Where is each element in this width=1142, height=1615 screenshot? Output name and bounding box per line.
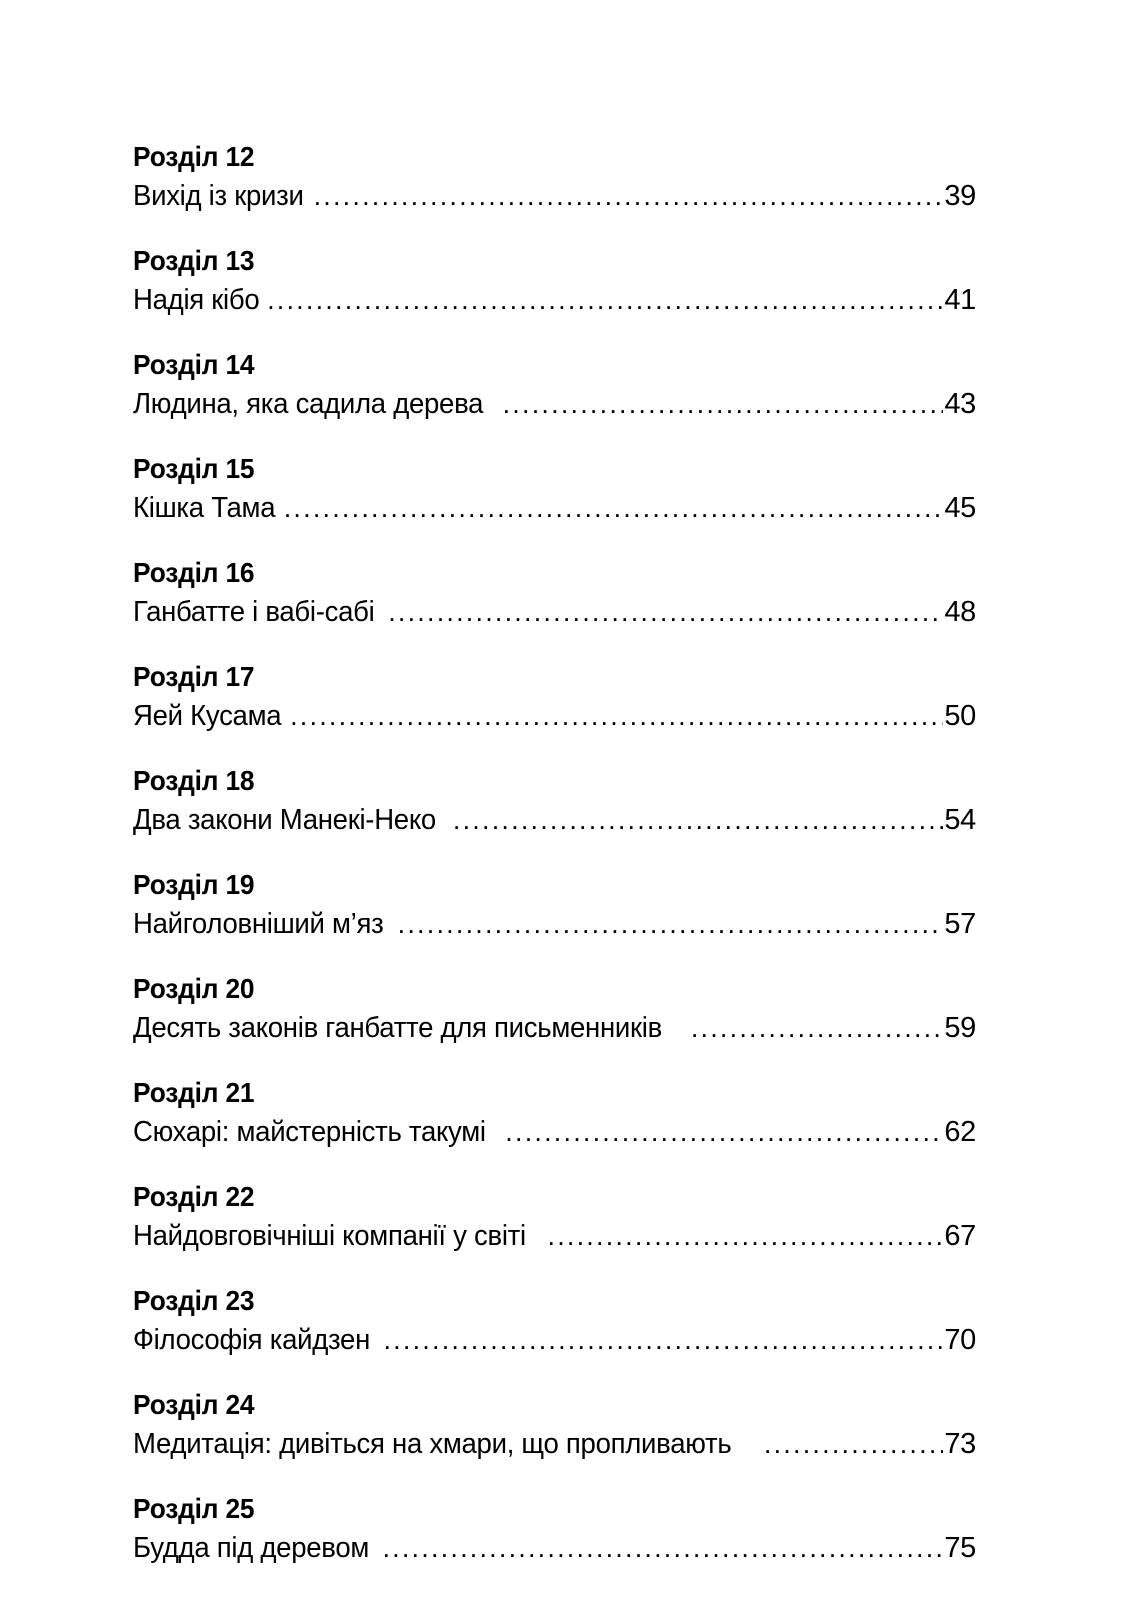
chapter-title: Медитація: дивіться на хмари, що пропливають bbox=[133, 1428, 732, 1460]
toc-entry bbox=[133, 1490, 976, 1568]
chapter-label: Розділ 13 bbox=[133, 245, 255, 276]
toc-entry bbox=[133, 242, 976, 320]
dot-leader bbox=[267, 280, 943, 320]
chapter-title-row bbox=[133, 592, 976, 632]
dot-leader bbox=[290, 696, 943, 736]
toc-entry bbox=[133, 970, 976, 1048]
chapter-title-row bbox=[133, 1424, 976, 1464]
toc-entry bbox=[133, 658, 976, 736]
dot-leader bbox=[388, 592, 943, 632]
chapter-label: Розділ 24 bbox=[133, 1389, 255, 1420]
chapter-title-row bbox=[133, 904, 976, 944]
chapter-label: Розділ 23 bbox=[133, 1285, 255, 1316]
chapter-title-row bbox=[133, 176, 976, 216]
chapter-title: Вихід із кризи bbox=[133, 180, 304, 212]
chapter-label: Розділ 17 bbox=[133, 661, 255, 692]
toc-entry bbox=[133, 554, 976, 632]
page-number: 75 bbox=[944, 1532, 976, 1564]
page-number: 50 bbox=[944, 700, 976, 732]
chapter-title: Ганбатте і вабі-сабі bbox=[133, 596, 375, 628]
chapter-label: Розділ 22 bbox=[133, 1181, 255, 1212]
page-number: 62 bbox=[944, 1116, 976, 1148]
chapter-label: Розділ 25 bbox=[133, 1493, 255, 1524]
chapter-title-row bbox=[133, 1528, 976, 1568]
dot-leader bbox=[505, 1112, 943, 1152]
page-number: 39 bbox=[944, 180, 976, 212]
page-number: 67 bbox=[944, 1220, 976, 1252]
chapter-label: Розділ 20 bbox=[133, 973, 255, 1004]
page-number: 45 bbox=[944, 492, 976, 524]
chapter-title-row bbox=[133, 384, 976, 424]
chapter-title: Будда під деревом bbox=[133, 1532, 370, 1564]
page-number: 73 bbox=[944, 1428, 976, 1460]
chapter-title: Десять законів ганбатте для письменників bbox=[133, 1012, 662, 1044]
toc-entry bbox=[133, 1074, 976, 1152]
toc-entry bbox=[133, 346, 976, 424]
chapter-title: Людина, яка садила дерева bbox=[133, 388, 484, 420]
chapter-title: Два закони Манекі-Неко bbox=[133, 804, 436, 836]
toc-entry bbox=[133, 866, 976, 944]
chapter-label: Розділ 12 bbox=[133, 141, 255, 172]
chapter-title-row bbox=[133, 1320, 976, 1360]
chapter-label: Розділ 21 bbox=[133, 1077, 255, 1108]
toc-entry bbox=[133, 1282, 976, 1360]
chapter-label: Розділ 19 bbox=[133, 869, 255, 900]
chapter-label: Розділ 14 bbox=[133, 349, 255, 380]
toc-entry bbox=[133, 1178, 976, 1256]
page-number: 41 bbox=[944, 284, 976, 316]
dot-leader bbox=[764, 1424, 943, 1464]
dot-leader bbox=[548, 1216, 944, 1256]
toc-entry bbox=[133, 450, 976, 528]
chapter-title: Кішка Тама bbox=[133, 492, 276, 524]
dot-leader bbox=[398, 904, 944, 944]
chapter-title: Найголовніший м’яз bbox=[133, 908, 384, 940]
toc-entry bbox=[133, 1386, 976, 1464]
table-of-contents bbox=[133, 138, 976, 1568]
page-number: 70 bbox=[944, 1324, 976, 1356]
chapter-title-row bbox=[133, 280, 976, 320]
dot-leader bbox=[503, 384, 944, 424]
page-number: 54 bbox=[944, 804, 976, 836]
page-number: 43 bbox=[944, 388, 976, 420]
chapter-title: Філософія кайдзен bbox=[133, 1324, 371, 1356]
dot-leader bbox=[453, 800, 943, 840]
dot-leader bbox=[284, 488, 944, 528]
chapter-title-row bbox=[133, 696, 976, 736]
chapter-title: Надія кібо bbox=[133, 284, 260, 316]
chapter-title: Яей Кусама bbox=[133, 700, 282, 732]
chapter-label: Розділ 18 bbox=[133, 765, 255, 796]
chapter-label: Розділ 15 bbox=[133, 453, 255, 484]
toc-entry bbox=[133, 138, 976, 216]
dot-leader bbox=[314, 176, 944, 216]
dot-leader bbox=[383, 1320, 943, 1360]
chapter-title-row bbox=[133, 1008, 976, 1048]
chapter-title-row bbox=[133, 488, 976, 528]
chapter-title: Найдовговічніші компанії у світі bbox=[133, 1220, 526, 1252]
page-number: 59 bbox=[944, 1012, 976, 1044]
chapter-title-row bbox=[133, 800, 976, 840]
chapter-title-row bbox=[133, 1112, 976, 1152]
chapter-title-row bbox=[133, 1216, 976, 1256]
chapter-title: Сюхарі: майстерність такумі bbox=[133, 1116, 486, 1148]
page-number: 57 bbox=[944, 908, 976, 940]
dot-leader bbox=[691, 1008, 944, 1048]
dot-leader bbox=[382, 1528, 943, 1568]
chapter-label: Розділ 16 bbox=[133, 557, 255, 588]
toc-entry bbox=[133, 762, 976, 840]
page-number: 48 bbox=[944, 596, 976, 628]
